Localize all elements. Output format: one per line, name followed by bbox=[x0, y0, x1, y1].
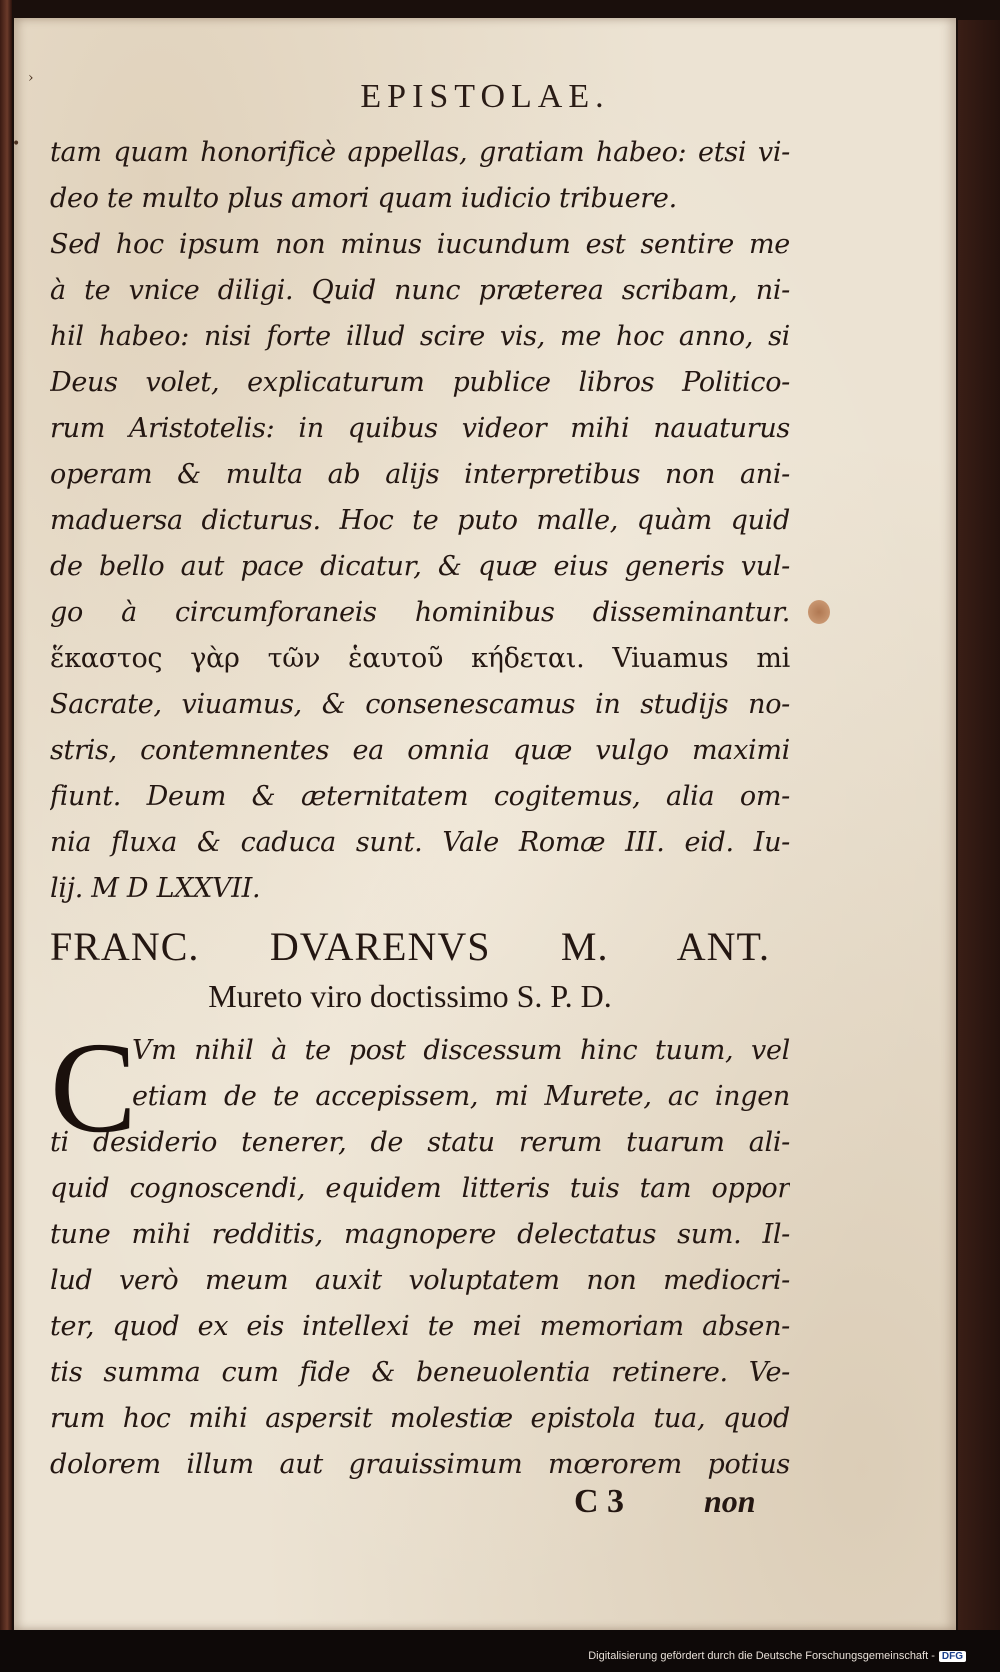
text-line: lij. M D LXXVII. bbox=[50, 873, 261, 904]
heading-recipient: Mureto viro doctissimo S. P. D. bbox=[208, 978, 612, 1014]
dfg-logo: DFG bbox=[939, 1651, 966, 1662]
book-page bbox=[14, 18, 956, 1630]
catchword: non bbox=[704, 1483, 756, 1519]
running-head: EPISTOLAE. bbox=[360, 78, 610, 115]
text-line: stris, contemnentes ea omnia quæ vulgo maximi bbox=[50, 735, 790, 766]
text-line: dolorem illum aut grauissimum mœrorem potius bbox=[50, 1449, 790, 1480]
text-line: ter, quod ex eis intellexi te mei memoriam absen- bbox=[50, 1311, 790, 1342]
credit-text: Digitalisierung gefördert durch die Deutsche Forschungsgemeinschaft - bbox=[588, 1650, 935, 1662]
text-line: hil habeo: nisi forte illud scire vis, me hoc anno, si bbox=[50, 321, 790, 352]
text-line: Deus volet, explicaturum publice libros Politico- bbox=[50, 367, 790, 398]
text-line: operam & multa ab alijs interpretibus non ani- bbox=[50, 459, 790, 490]
text-line: fiunt. Deum & æternitatem cogitemus, alia om- bbox=[50, 781, 790, 812]
page-mark: • bbox=[12, 136, 21, 152]
book-spine-edge bbox=[0, 0, 12, 1672]
text-line: tune mihi redditis, magnopere delectatus sum. Il- bbox=[50, 1219, 790, 1250]
text-line: tam quam honorificè appellas, gratiam habeo: etsi vi- bbox=[50, 137, 790, 168]
text-line: go à circumforaneis hominibus disseminantur. bbox=[50, 597, 790, 628]
text-line: ti desiderio tenerer, de statu rerum tuarum ali- bbox=[50, 1127, 790, 1158]
page-foot bbox=[14, 1483, 956, 1533]
text-line: quid cognoscendi, equidem litteris tuis tam oppor bbox=[50, 1173, 790, 1204]
paper-stain bbox=[808, 600, 830, 624]
letter-heading bbox=[50, 923, 770, 1021]
text-line: Sacrate, viuamus, & consenescamus in studijs no- bbox=[50, 689, 790, 720]
text-line: rum Aristotelis: in quibus videor mihi nauaturus bbox=[50, 413, 790, 444]
text-line: rum hoc mihi aspersit molestiæ epistola tua, quod bbox=[50, 1403, 790, 1434]
signature-mark: C 3 bbox=[574, 1483, 625, 1520]
letter-one-text bbox=[50, 130, 790, 912]
text-line: de bello aut pace dicatur, & quæ eius generis vul- bbox=[50, 551, 790, 582]
heading-sender: FRANC. DVARENVS M. ANT. bbox=[50, 924, 770, 969]
page-mark: › bbox=[28, 70, 34, 86]
text-line: tis summa cum fide & beneuolentia retinere. Ve- bbox=[50, 1357, 790, 1388]
text-line: Sed hoc ipsum non minus iucundum est sentire me bbox=[50, 229, 790, 260]
text-line: lud verò meum auxit voluptatem non mediocri- bbox=[50, 1265, 790, 1296]
book-right-edge bbox=[958, 20, 1000, 1630]
text-line: maduersa dicturus. Hoc te puto malle, quàm quid bbox=[50, 505, 790, 536]
text-line-greek: ἕκαστος γὰρ τῶν ἑαυτοῦ κήδεται. Viuamus mi bbox=[50, 643, 790, 674]
text-line: deo te multo plus amori quam iudicio tribuere. bbox=[50, 183, 677, 214]
text-line: etiam de te accepissem, mi Murete, ac ingen bbox=[132, 1081, 790, 1112]
drop-cap: C bbox=[50, 1016, 137, 1160]
text-line: Vm nihil à te post discessum hinc tuum, vel bbox=[132, 1035, 790, 1066]
letter-two-text bbox=[50, 1016, 790, 1488]
text-line: nia fluxa & caduca sunt. Vale Romæ III. eid. Iu- bbox=[50, 827, 790, 858]
digitization-credit bbox=[586, 1650, 966, 1668]
text-line: à te vnice diligi. Quid nunc præterea scribam, ni- bbox=[50, 275, 790, 306]
